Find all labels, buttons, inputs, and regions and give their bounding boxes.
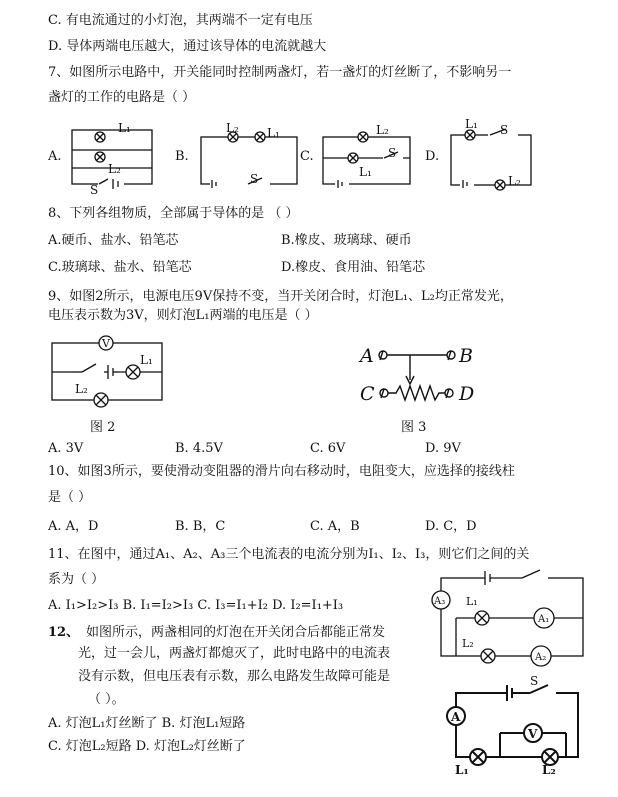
q7d-l2-label: L₂ [508,174,521,188]
q10-option-d[interactable]: D. C，D [425,519,477,534]
q12-l2: L₂ [542,763,556,777]
q11-a1: A₁ [538,614,550,625]
terminal-b: B [459,345,473,367]
q11-a2: A₂ [535,652,547,663]
q12-s: S [530,674,539,688]
q7c-l2-label: L₂ [376,123,389,137]
q12-options-ab[interactable]: A. 灯泡L₁灯丝断了 B. 灯泡L₁短路 [48,716,246,731]
question-12-line3: 没有示数，但电压表有示数，那么电路发生故障可能是 [78,669,391,684]
question-11-line2: 系为（ ） [48,572,105,587]
q7a-s-label: S [90,183,99,197]
q9-option-c[interactable]: C. 6V [310,441,346,456]
option-d-prev: D. 导体两端电压越大，通过该导体的电流就越大 [48,39,327,54]
q12-l1: L₁ [455,763,469,777]
q12-voltmeter: V [528,727,538,741]
q12-ammeter: A [451,710,461,724]
terminal-d: D [459,383,475,405]
question-11-line1: 11、在图中，通过A₁、A₂、A₃三个电流表的电流分别为I₁、I₂、I₃，则它们之间的关 [48,547,530,562]
figure-2-caption: 图 2 [90,420,116,435]
question-12-line2: 光，过一会儿，两盏灯都熄灭了，此时电路中的电流表 [78,646,391,661]
q8-option-d[interactable]: D.橡皮、食用油、铅笔芯 [281,260,426,275]
q7-option-c[interactable]: C. [300,149,314,164]
question-12-line1: 如图所示，两盏相同的灯泡在开关闭合后都能正常发 [86,625,386,640]
q7d-l1-label: L₁ [465,117,478,131]
q7-option-b[interactable]: B. [175,149,189,164]
q9-option-d[interactable]: D. 9V [425,441,461,456]
q11-a3: A₃ [434,596,446,607]
q9-option-b[interactable]: B. 4.5V [175,441,223,456]
fig2-l1-label: L₁ [140,353,153,367]
q7b-s-label: S [250,172,259,186]
q7a-l2-label: L₂ [108,162,121,176]
q11-options[interactable]: A. I₁>I₂>I₃ B. I₁=I₂>I₃ C. I₃=I₁+I₂ D. I₂=I₁+I₃ [48,598,344,613]
question-12-number: 12、 [48,625,80,640]
question-10-line2: 是（ ） [48,490,92,505]
q7b-l2-label: L₂ [226,121,239,135]
q7-option-a[interactable]: A. [48,149,62,164]
q10-option-c[interactable]: C. A，B [310,519,360,534]
q7a-l1-label: L₁ [118,121,131,135]
question-7-line2: 盏灯的工作的电路是（ ） [48,90,196,105]
terminal-c: C [360,383,375,405]
question-7-line1: 7、如图所示电路中，开关能同时控制两盏灯，若一盏灯的灯丝断了，不影响另一 [48,65,512,80]
q8-option-b[interactable]: B.橡皮、玻璃球、硬币 [281,233,412,248]
question-9-line1: 9、如图2所示，电源电压9V保持不变，当开关闭合时，灯泡L₁、L₂均正常发光， [48,289,513,304]
q10-option-b[interactable]: B. B，C [175,519,226,534]
q11-l1: L₁ [466,595,478,608]
q8-option-a[interactable]: A.硬币、盐水、铅笔芯 [48,233,179,248]
q7-option-d[interactable]: D. [425,149,440,164]
question-8: 8、下列各组物质，全部属于导体的是 （ ） [48,206,299,221]
q7b-l1-label: L₁ [267,126,280,140]
fig2-l2-label: L₂ [75,382,88,396]
option-c-prev: C. 有电流通过的小灯泡，其两端不一定有电压 [48,13,313,28]
q7c-l1-label: L₁ [359,165,372,179]
q10-option-a[interactable]: A. A，D [48,519,99,534]
q7c-s-label: S [388,146,397,160]
terminal-a: A [360,345,374,367]
fig2-voltmeter-v: V [102,337,110,350]
question-10-line1: 10、如图3所示，要使滑动变阻器的滑片向右移动时，电阻变大，应选择的接线柱 [48,464,515,479]
q11-l2: L₂ [462,637,474,650]
q9-option-a[interactable]: A. 3V [48,441,84,456]
q8-option-c[interactable]: C.玻璃球、盐水、铅笔芯 [48,260,192,275]
q7d-s-label: S [500,123,509,137]
figure-3-caption: 图 3 [401,420,427,435]
question-9-line2: 电压表示数为3V，则灯泡L₁两端的电压是（ ） [48,308,318,323]
question-12-line4: （ ）。 [88,692,125,707]
q12-options-cd[interactable]: C. 灯泡L₂短路 D. 灯泡L₂灯丝断了 [48,739,246,754]
